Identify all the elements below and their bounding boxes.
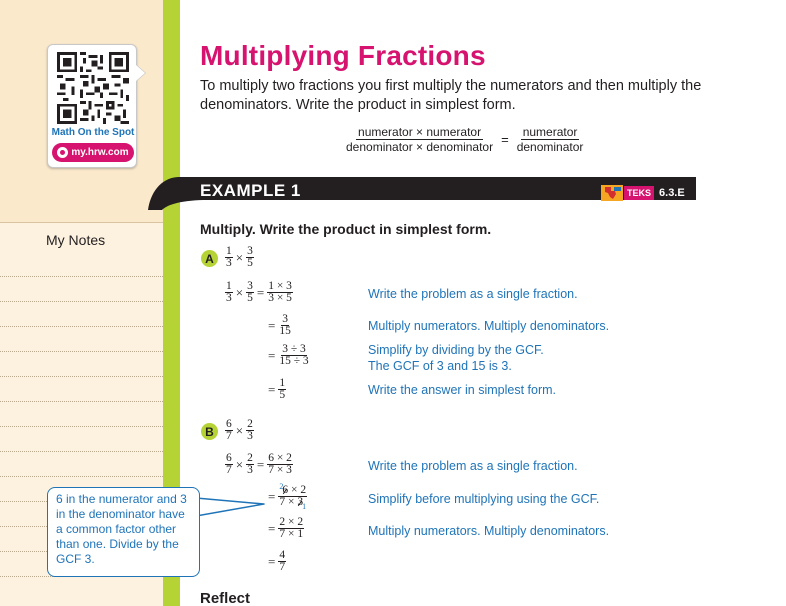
note-line [0,376,163,377]
note-line [0,326,163,327]
part-a-problem [225,246,254,269]
teks-tag [601,184,685,202]
qr-label: Math On the Spot [51,127,135,138]
part-a-step-4 [265,378,286,401]
equals: = [268,347,276,363]
fraction [278,550,286,573]
teks-code: 6.3.E [659,187,685,199]
reflect-heading: Reflect [200,590,251,606]
fraction [225,419,233,442]
part-b-note-1: Write the problem as a single fraction. [368,459,578,473]
denominator-rest: 7 × [279,496,298,508]
equals: = [256,456,265,472]
denominator: 7 [226,430,232,442]
equals: = [268,488,276,504]
denominator: 5 [279,389,286,401]
fraction [225,453,233,476]
part-a-badge: A [201,250,218,267]
canceled-numerator: 6 [282,484,289,496]
part-a-note-3: Simplify by dividing by the GCF. [368,343,544,357]
denominator: 7 [279,561,286,573]
equals: = [256,284,265,300]
note-line [0,301,163,302]
fraction [278,378,286,401]
numerator: 3 ÷ 3 [282,343,306,355]
note-line [0,276,163,277]
fraction [267,281,293,304]
notes-divider [0,222,163,223]
fraction [278,482,307,511]
numerator: 2 × 2 [279,516,304,528]
fraction [246,281,254,304]
texas-flag-icon [601,184,623,202]
denominator: 7 × 1 [279,528,304,540]
operator: × [235,422,244,438]
fraction [278,344,309,367]
example-instruction: Multiply. Write the product in simplest form. [200,221,492,237]
note-line [0,401,163,402]
intro-text: To multiply two fractions you first multiply the numerators and then multiply the denominators. Write the product in simplest form. [200,78,702,113]
page-title: Multiplying Fractions [200,40,486,71]
numerator: 3 [282,313,288,325]
part-b-step-1 [225,453,293,476]
denominator: 3 [226,257,232,269]
numerator: 3 [247,280,253,292]
part-a-note-3b: The GCF of 3 and 15 is 3. [368,359,512,373]
equals: = [268,317,276,333]
denominator: 15 ÷ 3 [279,355,309,367]
globe-icon [57,147,68,158]
fraction [225,281,233,304]
formula-right-denominator: denominator [516,140,584,154]
numerator-rest: × 2 [288,484,307,496]
part-b-badge: B [201,423,218,440]
general-formula [344,125,585,154]
site-link[interactable] [52,143,134,162]
part-b-note-3: Multiply numerators. Multiply denominators. [368,524,610,538]
numerator: 1 [226,280,232,292]
fraction [246,453,254,476]
denominator: 3 [247,430,253,442]
denominator: 3 × 5 [268,292,292,304]
canceled-denominator: 3 [297,496,304,508]
note-line [0,426,163,427]
numerator: 1 × 3 [268,280,292,292]
part-b-step-4 [265,550,286,573]
formula-left-fraction [344,125,495,154]
reduced-numerator: 2 [279,482,284,491]
part-a-step-2 [265,314,292,337]
numerator: 6 [226,418,232,430]
equals: = [268,553,276,569]
fraction [246,246,254,269]
fraction [225,246,233,269]
part-a-note-1: Write the problem as a single fraction. [368,287,578,301]
equals: = [268,520,276,536]
numerator: 6 [226,452,232,464]
denominator: 15 [279,325,291,337]
denominator: 7 × 3 [268,464,292,476]
part-b-problem [225,419,254,442]
teks-badge: TEKS [624,186,654,200]
numerator: 3 [247,245,253,257]
part-b-step-3 [265,517,304,540]
reduced-denominator: 1 [302,502,307,511]
qr-code-icon [56,52,130,124]
denominator: 3 [247,464,253,476]
hint-callout: 6 in the numerator and 3 in the denominator have a common factor other than one. Divide by the GCF 3. [47,487,200,577]
part-b-step-2 [265,482,307,511]
denominator: 5 [247,292,253,304]
part-a-note-2: Multiply numerators. Multiply denominators. [368,319,610,333]
note-line [0,451,163,452]
numerator: 6 × 2 [268,452,292,464]
formula-right-fraction [515,125,586,154]
denominator: 7 [226,464,232,476]
formula-equals: = [501,132,509,147]
equals: = [268,381,276,397]
fraction [278,517,304,540]
denominator [278,496,307,511]
numerator: 2 [247,452,253,464]
notes-title: My Notes [46,232,106,248]
note-line [0,351,163,352]
speech-bubble-icon [196,494,268,524]
part-a-note-4: Write the answer in simplest form. [368,383,557,397]
numerator: 1 [279,377,286,389]
note-line [0,476,163,477]
operator: × [235,284,244,300]
operator: × [235,456,244,472]
formula-left-numerator: numerator × numerator [358,125,482,139]
formula-right-numerator: numerator [522,125,578,139]
part-b-note-2: Simplify before multiplying using the GCF. [368,492,600,506]
operator: × [235,249,244,265]
numerator: 4 [279,549,286,561]
fraction [267,453,293,476]
denominator: 3 [226,292,232,304]
example-label: EXAMPLE 1 [200,181,301,200]
formula-left-denominator: denominator × denominator [346,140,494,154]
denominator: 5 [247,257,253,269]
part-a-step-3 [265,344,310,367]
numerator: 2 [247,418,253,430]
numerator: 1 [226,245,232,257]
part-a-step-1 [225,281,293,304]
math-on-the-spot-card[interactable] [47,44,137,168]
fraction [246,419,254,442]
site-label: my.hrw.com [71,147,129,158]
fraction [278,314,292,337]
